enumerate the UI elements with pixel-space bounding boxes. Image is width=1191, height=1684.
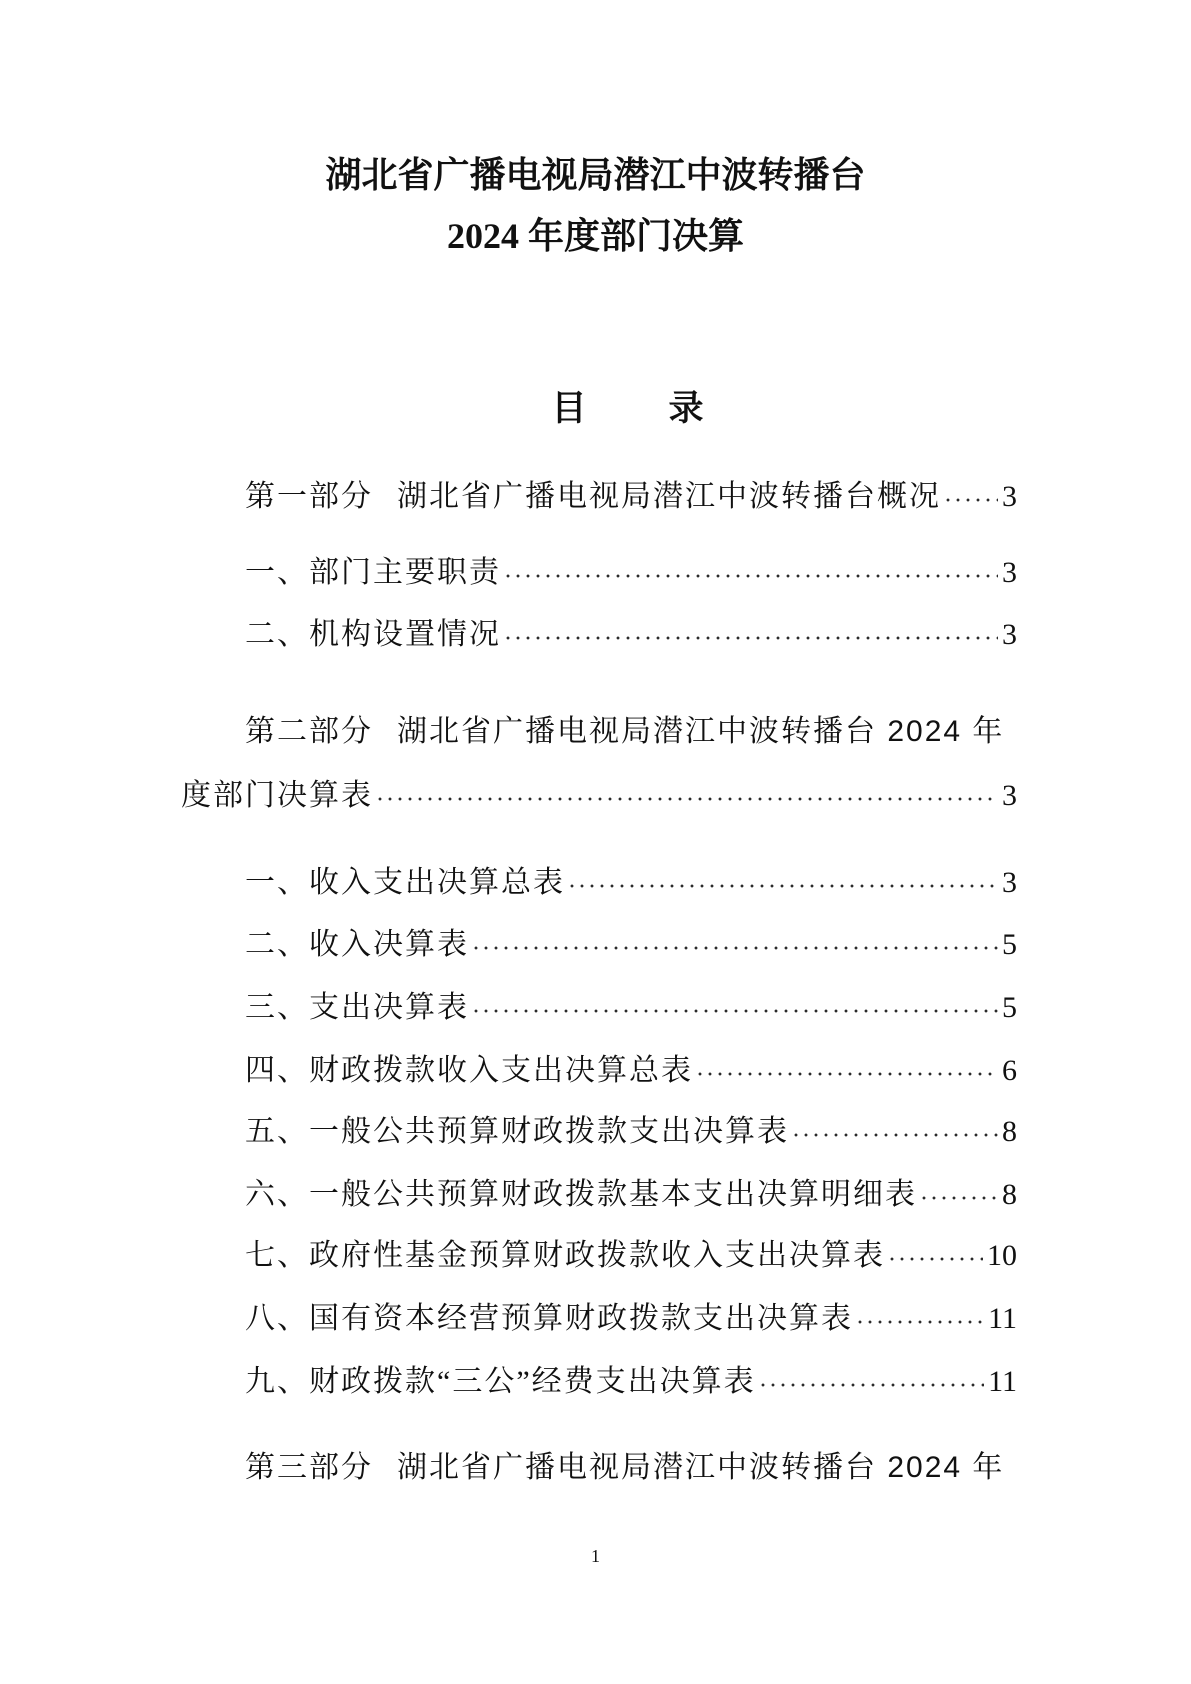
dot-leader [471, 977, 998, 1039]
toc-item-label: 五、一般公共预算财政拨款支出决算表 [245, 1115, 789, 1148]
toc-item-label: 三、支出决算表 [245, 991, 469, 1024]
dot-leader [503, 542, 998, 604]
page-number: 3 [1002, 779, 1017, 812]
toc-item-label: 四、财政拨款收入支出决算总表 [245, 1054, 693, 1087]
page-number: 6 [1002, 1054, 1017, 1087]
toc-item[interactable] [245, 542, 1017, 604]
page-number: 3 [1002, 866, 1017, 899]
part-title: 湖北省广播电视局潜江中波转播台概况 [397, 480, 941, 513]
toc-item[interactable] [245, 977, 1017, 1039]
toc-part-two-line1[interactable] [245, 701, 1017, 763]
dot-leader [855, 1288, 984, 1350]
toc-part-three[interactable] [245, 1437, 1017, 1499]
toc-item[interactable] [245, 1351, 1017, 1413]
document-title-line1: 湖北省广播电视局潜江中波转播台 [325, 155, 866, 195]
toc-item-label: 一、收入支出决算总表 [245, 866, 565, 899]
toc-item-label: 一、部门主要职责 [245, 556, 501, 589]
page-number: 11 [988, 1365, 1017, 1398]
toc-item[interactable] [245, 1040, 1017, 1102]
dot-leader [791, 1101, 998, 1163]
toc-item-label: 二、收入决算表 [245, 928, 469, 961]
toc-item[interactable] [245, 604, 1017, 666]
toc-item-label: 六、一般公共预算财政拨款基本支出决算明细表 [245, 1178, 917, 1211]
part-label: 第三部分 [245, 1451, 373, 1484]
page-number: 5 [1002, 928, 1017, 961]
dot-leader [758, 1351, 984, 1413]
page-number: 3 [1002, 618, 1017, 651]
dot-leader [887, 1225, 983, 1287]
dot-leader [695, 1040, 998, 1102]
page-number: 3 [1002, 480, 1017, 513]
toc-item-label: 八、国有资本经营预算财政拨款支出决算表 [245, 1302, 853, 1335]
dot-leader [943, 466, 998, 528]
toc-heading: 目 录 [551, 389, 708, 428]
toc-item[interactable] [245, 1288, 1017, 1350]
part-title-continued: 度部门决算表 [181, 779, 373, 812]
page-number: 5 [1002, 991, 1017, 1024]
part-title: 湖北省广播电视局潜江中波转播台 2024 年 [397, 1451, 1005, 1484]
dot-leader [503, 604, 998, 666]
document-title-line2: 2024 年度部门决算 [446, 216, 744, 256]
page-number: 11 [988, 1302, 1017, 1335]
toc-item[interactable] [245, 1225, 1017, 1287]
toc-item[interactable] [245, 852, 1017, 914]
part-label: 第二部分 [245, 715, 373, 748]
toc-item[interactable] [245, 1101, 1017, 1163]
toc-item-label: 二、机构设置情况 [245, 618, 501, 651]
part-title: 湖北省广播电视局潜江中波转播台 2024 年 [397, 715, 1005, 748]
dot-leader [919, 1164, 998, 1226]
page-number: 8 [1002, 1115, 1017, 1148]
page-number: 3 [1002, 556, 1017, 589]
dot-leader [471, 914, 998, 976]
part-label: 第一部分 [245, 480, 373, 513]
toc-item-label: 九、财政拨款“三公”经费支出决算表 [245, 1365, 756, 1398]
footer-page-number: 1 [591, 1546, 600, 1566]
toc-item[interactable] [245, 914, 1017, 976]
dot-leader [375, 765, 998, 827]
page-number: 8 [1002, 1178, 1017, 1211]
toc-part-one[interactable] [245, 466, 1017, 528]
page-number: 10 [987, 1239, 1017, 1272]
toc-item[interactable] [245, 1164, 1017, 1226]
toc-part-two-line2[interactable] [181, 765, 1017, 827]
dot-leader [567, 852, 998, 914]
toc-item-label: 七、政府性基金预算财政拨款收入支出决算表 [245, 1239, 885, 1272]
